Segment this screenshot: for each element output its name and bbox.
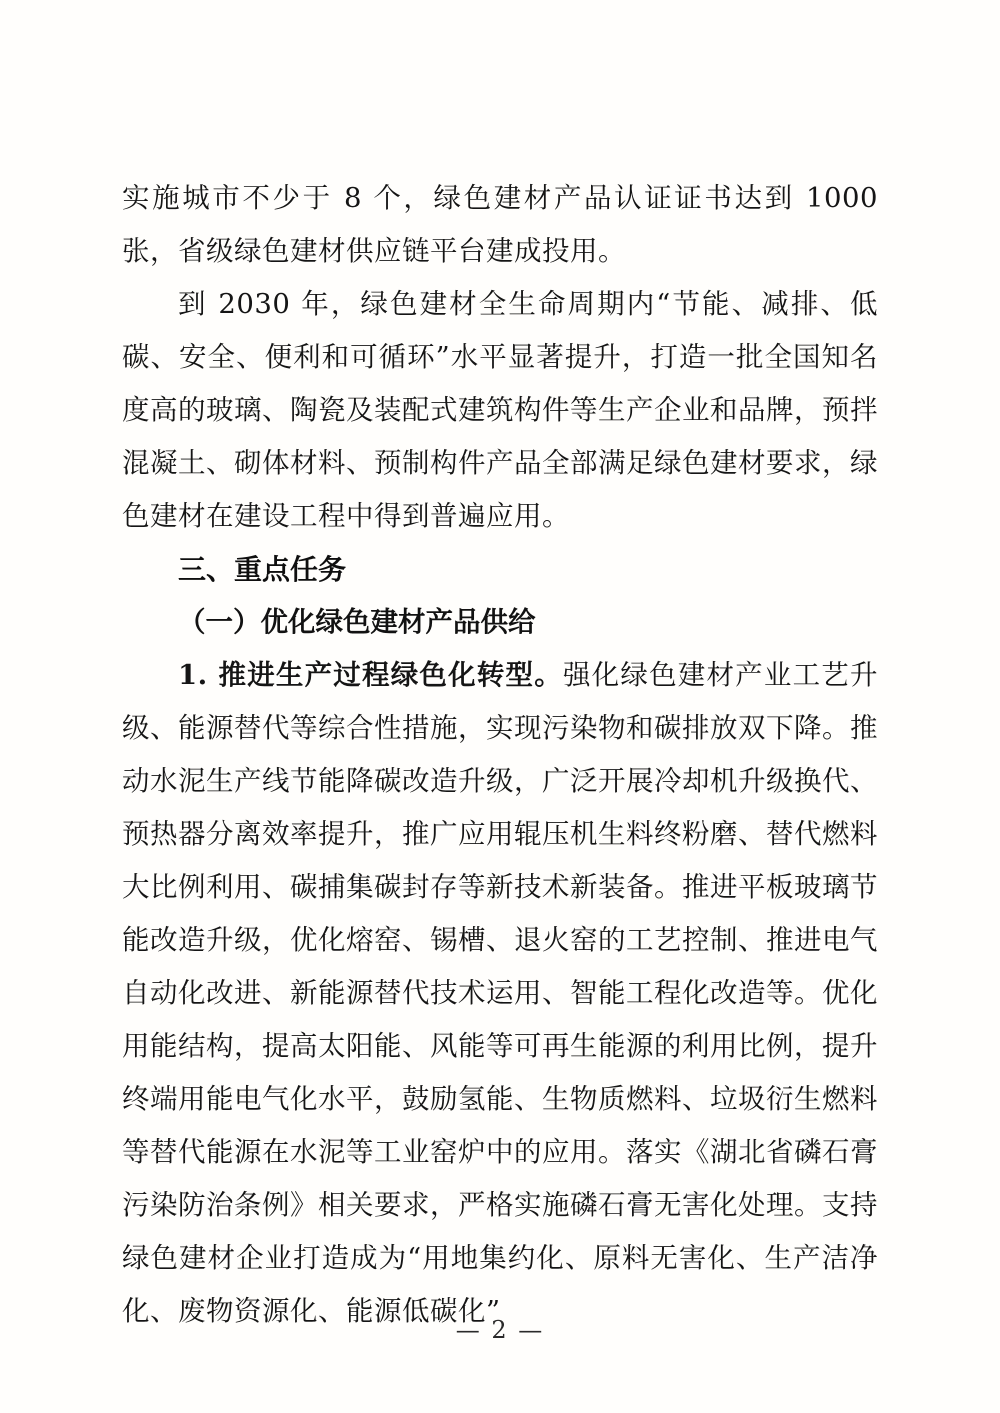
paragraph-2: 到 2030 年，绿色建材全生命周期内“节能、减排、低碳、安全、便利和可循环”水平显著提升，打造一批全国知名度高的玻璃、陶瓷及装配式建筑构件等生产企业和品牌，预拌混凝土、砌体材料、预制构件产品全部满足绿色建材要求，绿色建材在建设工程中得到普遍应用。	[122, 288, 878, 532]
paragraph-3-bold-lead: 1. 推进生产过程绿色化转型。	[178, 659, 563, 691]
paragraph-1: 实施城市不少于 8 个，绿色建材产品认证证书达到 1000 张，省级绿色建材供应链平台建成投用。	[122, 182, 878, 267]
subsection-heading-optimize-supply: （一）优化绿色建材产品供给	[178, 606, 536, 638]
section-heading-key-tasks: 三、重点任务	[178, 553, 347, 586]
paragraph-3-text: 强化绿色建材产业工艺升级、能源替代等综合性措施，实现污染物和碳排放双下降。推动水泥生产线节能降碳改造升级，广泛开展冷却机升级换代、预热器分离效率提升，推广应用辊压机生料终粉磨、替代燃料大比例利用、碳捕集碳封存等新技术新装备。推进平板玻璃节能改造升级，优化熔窑、锡槽、退火窑的工艺控制、推进电气自动化改进、新能源替代技术运用、智能工程化改造等。优化用能结构，提高太阳能、风能等可再生能源的利用比例，提升终端用能电气化水平，鼓励氢能、生物质燃料、垃圾衍生燃料等替代能源在水泥等工业窑炉中的应用。落实《湖北省磷石膏污染防治条例》相关要求，严格实施磷石膏无害化处理。支持绿色建材企业打造成为“用地集约化、原料无害化、生产洁净化、废物资源化、能源低碳化”	[122, 659, 878, 1327]
page-number: — 2 —	[455, 1316, 545, 1344]
document-body	[122, 172, 878, 1338]
paragraph-3	[122, 649, 878, 1338]
